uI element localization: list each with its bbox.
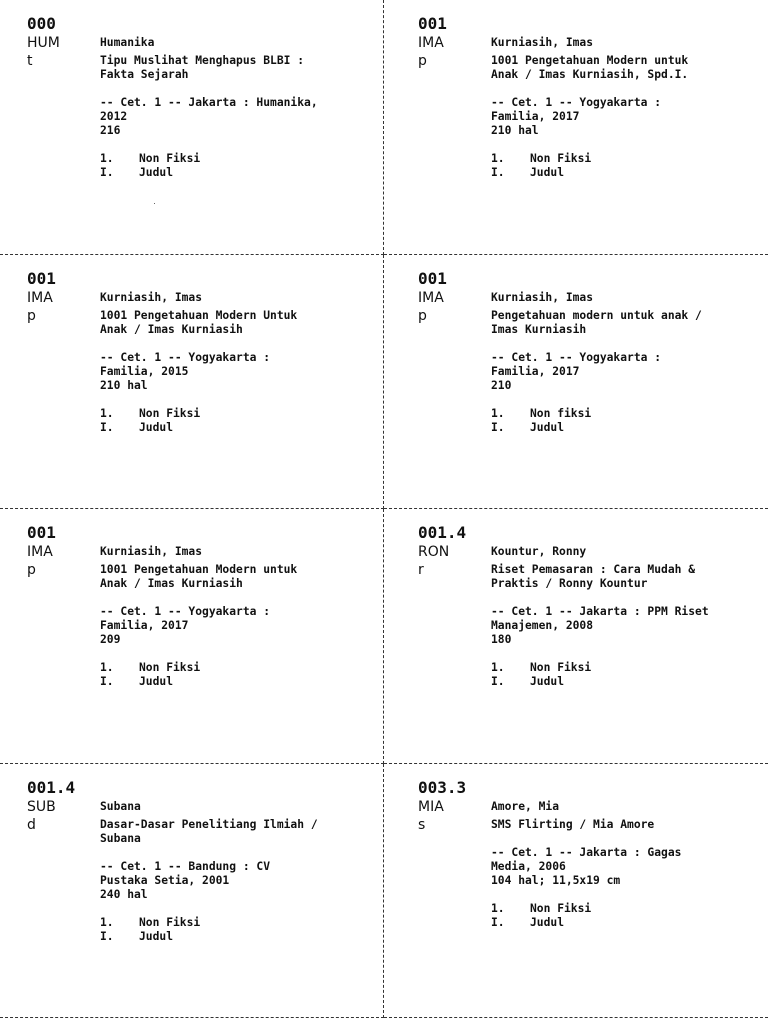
author-code: RON bbox=[418, 544, 450, 560]
tracing-text: Non Fiksi bbox=[139, 661, 201, 674]
tracing-number: 1. bbox=[100, 152, 114, 165]
class-number: 003.3 bbox=[418, 777, 467, 797]
call-number bbox=[418, 14, 447, 70]
tracing-text: Non fiksi bbox=[530, 406, 592, 420]
tracing-number: 1. bbox=[100, 406, 114, 420]
tracing-line bbox=[100, 407, 370, 421]
class-number: 001.4 bbox=[27, 777, 76, 797]
author-code: SUB bbox=[27, 798, 56, 815]
publication-info: -- Cet. 1 -- Yogyakarta : Familia, 2017 210 bbox=[491, 350, 662, 392]
tracing-number: 1. bbox=[491, 901, 505, 915]
speck-mark bbox=[154, 203, 155, 204]
catalog-card bbox=[0, 509, 384, 764]
card-entry bbox=[491, 545, 761, 689]
tracing-line bbox=[491, 407, 761, 421]
title-statement: 1001 Pengetahuan Modern untuk Anak / Imas Kurniasih, Spd.I. bbox=[491, 54, 689, 81]
main-heading: Subana bbox=[100, 799, 141, 813]
tracing-text: Judul bbox=[139, 420, 174, 434]
title-code: p bbox=[27, 562, 36, 578]
card-entry bbox=[100, 36, 370, 180]
tracing-number: I. bbox=[100, 675, 114, 688]
tracing-text: Judul bbox=[139, 929, 174, 943]
tracings bbox=[100, 916, 370, 944]
tracing-line bbox=[491, 661, 761, 675]
author-code: MIA bbox=[418, 798, 444, 815]
tracing-line bbox=[100, 675, 370, 689]
tracing-line bbox=[491, 916, 761, 930]
tracing-line bbox=[100, 166, 370, 180]
main-heading: Humanika bbox=[100, 36, 155, 49]
catalog-card bbox=[384, 509, 768, 764]
tracings bbox=[100, 407, 370, 435]
card-entry bbox=[100, 800, 370, 944]
tracing-line bbox=[491, 675, 761, 689]
title-statement: Tipu Muslihat Menghapus BLBI : Fakta Sejarah bbox=[100, 54, 305, 81]
call-number bbox=[418, 778, 466, 834]
author-code: HUM bbox=[27, 35, 60, 51]
main-heading: Kurniasih, Imas bbox=[100, 545, 203, 558]
main-heading: Kountur, Ronny bbox=[491, 545, 587, 558]
tracing-text: Non Fiksi bbox=[139, 915, 201, 929]
card-entry bbox=[491, 291, 761, 435]
tracing-line bbox=[100, 421, 370, 435]
tracing-line bbox=[491, 902, 761, 916]
tracing-number: 1. bbox=[100, 915, 114, 929]
call-number bbox=[27, 14, 60, 70]
call-number bbox=[27, 778, 75, 834]
tracing-text: Non Fiksi bbox=[530, 152, 592, 165]
tracing-text: Judul bbox=[530, 675, 565, 688]
publication-info: -- Cet. 1 -- Yogyakarta : Familia, 2017 209 bbox=[100, 605, 271, 646]
tracing-number: 1. bbox=[491, 661, 505, 674]
tracing-line bbox=[491, 152, 761, 166]
tracing-number: 1. bbox=[491, 152, 505, 165]
card-entry bbox=[100, 545, 370, 689]
tracings bbox=[491, 407, 761, 435]
title-code: p bbox=[27, 307, 36, 324]
tracing-text: Judul bbox=[530, 915, 565, 929]
tracing-number: I. bbox=[100, 420, 114, 434]
tracing-number: I. bbox=[491, 166, 505, 179]
tracing-text: Non Fiksi bbox=[530, 661, 592, 674]
catalog-card bbox=[0, 0, 384, 255]
tracings bbox=[491, 152, 761, 180]
call-number bbox=[27, 523, 56, 579]
class-number: 001 bbox=[418, 14, 447, 33]
title-statement: 1001 Pengetahuan Modern Untuk Anak / Imas Kurniasih bbox=[100, 308, 298, 336]
tracing-number: I. bbox=[100, 166, 114, 179]
publication-info: -- Cet. 1 -- Jakarta : Gagas Media, 2006 104 hal; 11,5x19 cm bbox=[491, 845, 682, 887]
publication-info: -- Cet. 1 -- Yogyakarta : Familia, 2017 210 hal bbox=[491, 96, 662, 137]
author-code: IMA bbox=[418, 35, 444, 51]
tracing-line bbox=[100, 930, 370, 944]
title-code: s bbox=[418, 816, 426, 833]
author-code: IMA bbox=[27, 289, 53, 306]
tracings bbox=[491, 902, 761, 930]
tracing-number: I. bbox=[491, 420, 505, 434]
catalog-card bbox=[384, 255, 768, 510]
tracing-text: Non Fiksi bbox=[139, 406, 201, 420]
publication-info: -- Cet. 1 -- Yogyakarta : Familia, 2015 210 hal bbox=[100, 350, 271, 392]
publication-info: -- Cet. 1 -- Jakarta : Humanika, 2012 216 bbox=[100, 96, 318, 137]
publication-info: -- Cet. 1 -- Jakarta : PPM Riset Manajemen, 2008 180 bbox=[491, 605, 709, 646]
tracing-text: Non Fiksi bbox=[530, 901, 592, 915]
card-entry bbox=[100, 291, 370, 435]
title-statement: Riset Pemasaran : Cara Mudah & Praktis / Ronny Kountur bbox=[491, 563, 696, 590]
tracings bbox=[100, 661, 370, 689]
tracing-number: I. bbox=[491, 675, 505, 688]
title-code: p bbox=[418, 53, 427, 69]
catalog-card bbox=[384, 764, 768, 1019]
class-number: 000 bbox=[27, 14, 56, 33]
catalog-card bbox=[0, 764, 384, 1019]
call-number bbox=[418, 269, 447, 325]
tracing-number: 1. bbox=[491, 406, 505, 420]
title-statement: Pengetahuan modern untuk anak / Imas Kurniasih bbox=[491, 308, 702, 336]
main-heading: Kurniasih, Imas bbox=[100, 290, 203, 304]
main-heading: Kurniasih, Imas bbox=[491, 36, 594, 49]
catalog-card bbox=[384, 0, 768, 255]
title-code: r bbox=[418, 562, 424, 578]
tracing-number: 1. bbox=[100, 661, 114, 674]
class-number: 001 bbox=[418, 268, 447, 288]
title-statement: 1001 Pengetahuan Modern untuk Anak / Imas Kurniasih bbox=[100, 563, 298, 590]
tracing-line bbox=[100, 661, 370, 675]
main-heading: Kurniasih, Imas bbox=[491, 290, 594, 304]
card-entry bbox=[491, 800, 761, 930]
tracings bbox=[491, 661, 761, 689]
tracing-text: Judul bbox=[530, 166, 565, 179]
call-number bbox=[27, 269, 56, 325]
author-code: IMA bbox=[418, 289, 444, 306]
tracing-number: I. bbox=[491, 915, 505, 929]
title-statement: Dasar-Dasar Penelitiang Ilmiah / Subana bbox=[100, 817, 318, 845]
tracing-line bbox=[491, 421, 761, 435]
tracing-text: Non Fiksi bbox=[139, 152, 201, 165]
class-number: 001 bbox=[27, 523, 56, 542]
author-code: IMA bbox=[27, 544, 53, 560]
tracing-text: Judul bbox=[139, 166, 174, 179]
title-statement: SMS Flirting / Mia Amore bbox=[491, 817, 655, 831]
title-code: d bbox=[27, 816, 36, 833]
tracing-number: I. bbox=[100, 929, 114, 943]
tracing-line bbox=[100, 152, 370, 166]
class-number: 001 bbox=[27, 268, 56, 288]
call-number bbox=[418, 523, 466, 579]
title-code: p bbox=[418, 307, 427, 324]
publication-info: -- Cet. 1 -- Bandung : CV Pustaka Setia, 2001 240 hal bbox=[100, 859, 271, 901]
tracing-text: Judul bbox=[139, 675, 174, 688]
catalog-card bbox=[0, 255, 384, 510]
title-code: t bbox=[27, 53, 33, 69]
class-number: 001.4 bbox=[418, 523, 467, 542]
main-heading: Amore, Mia bbox=[491, 799, 560, 813]
tracing-line bbox=[491, 166, 761, 180]
tracing-text: Judul bbox=[530, 420, 565, 434]
tracings bbox=[100, 152, 370, 180]
card-entry bbox=[491, 36, 761, 180]
tracing-line bbox=[100, 916, 370, 930]
